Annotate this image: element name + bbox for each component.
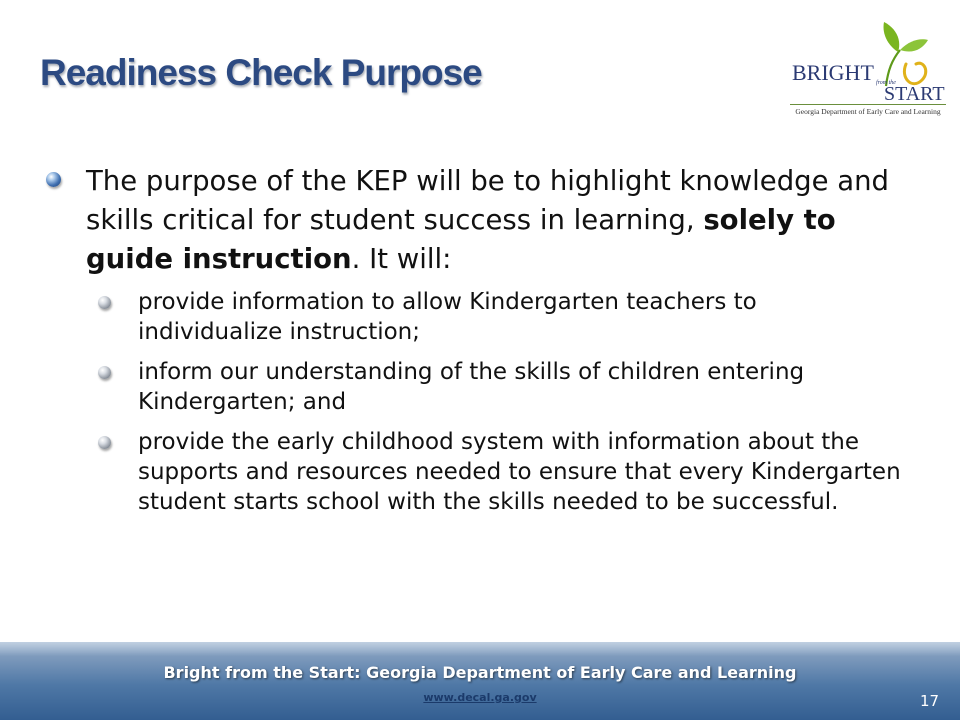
footer-title: Bright from the Start: Georgia Department of Early Care and Learning (163, 663, 797, 682)
slide-body (40, 162, 905, 517)
bright-from-the-start-logo (788, 20, 948, 124)
main-bullet-tail: . It will: (351, 243, 452, 275)
gray-bullet-icon (98, 436, 111, 449)
sub-bullet-3 (40, 427, 905, 517)
blue-bullet-icon (46, 172, 61, 187)
slide-footer (0, 642, 960, 720)
footer-website-link[interactable]: www.decal.ga.gov (423, 691, 537, 704)
logo-text-from-the: from the (876, 80, 896, 86)
logo-text-bright: BRIGHT (792, 60, 874, 85)
gray-bullet-icon (98, 296, 111, 309)
slide-title: Readiness Check Purpose (40, 52, 482, 93)
main-bullet-text: The purpose of the KEP will be to highlight knowledge and skills critical for student success in learning, (86, 165, 890, 236)
logo-tagline: Georgia Department of Early Care and Learning (795, 107, 941, 116)
main-bullet-emphasis: solely to guide instruction (86, 204, 836, 275)
logo-graphic (788, 20, 948, 104)
footer-gloss (0, 642, 960, 656)
sub-bullet-2 (40, 357, 905, 417)
sub-bullet-text: provide information to allow Kindergarten teachers to individualize instruction; (138, 289, 757, 345)
sub-bullet-text: inform our understanding of the skills of children entering Kindergarten; and (138, 359, 805, 415)
logo-text-start: START (884, 83, 945, 104)
page-number: 17 (920, 692, 940, 710)
main-bullet (40, 162, 905, 279)
sub-bullet-1 (40, 287, 905, 347)
sub-bullet-text: provide the early childhood system with information about the supports and resources needed to ensure that every Kindergarten student starts school with the skills needed to be successful. (138, 429, 901, 515)
gray-bullet-icon (98, 366, 111, 379)
logo-divider (790, 104, 946, 105)
